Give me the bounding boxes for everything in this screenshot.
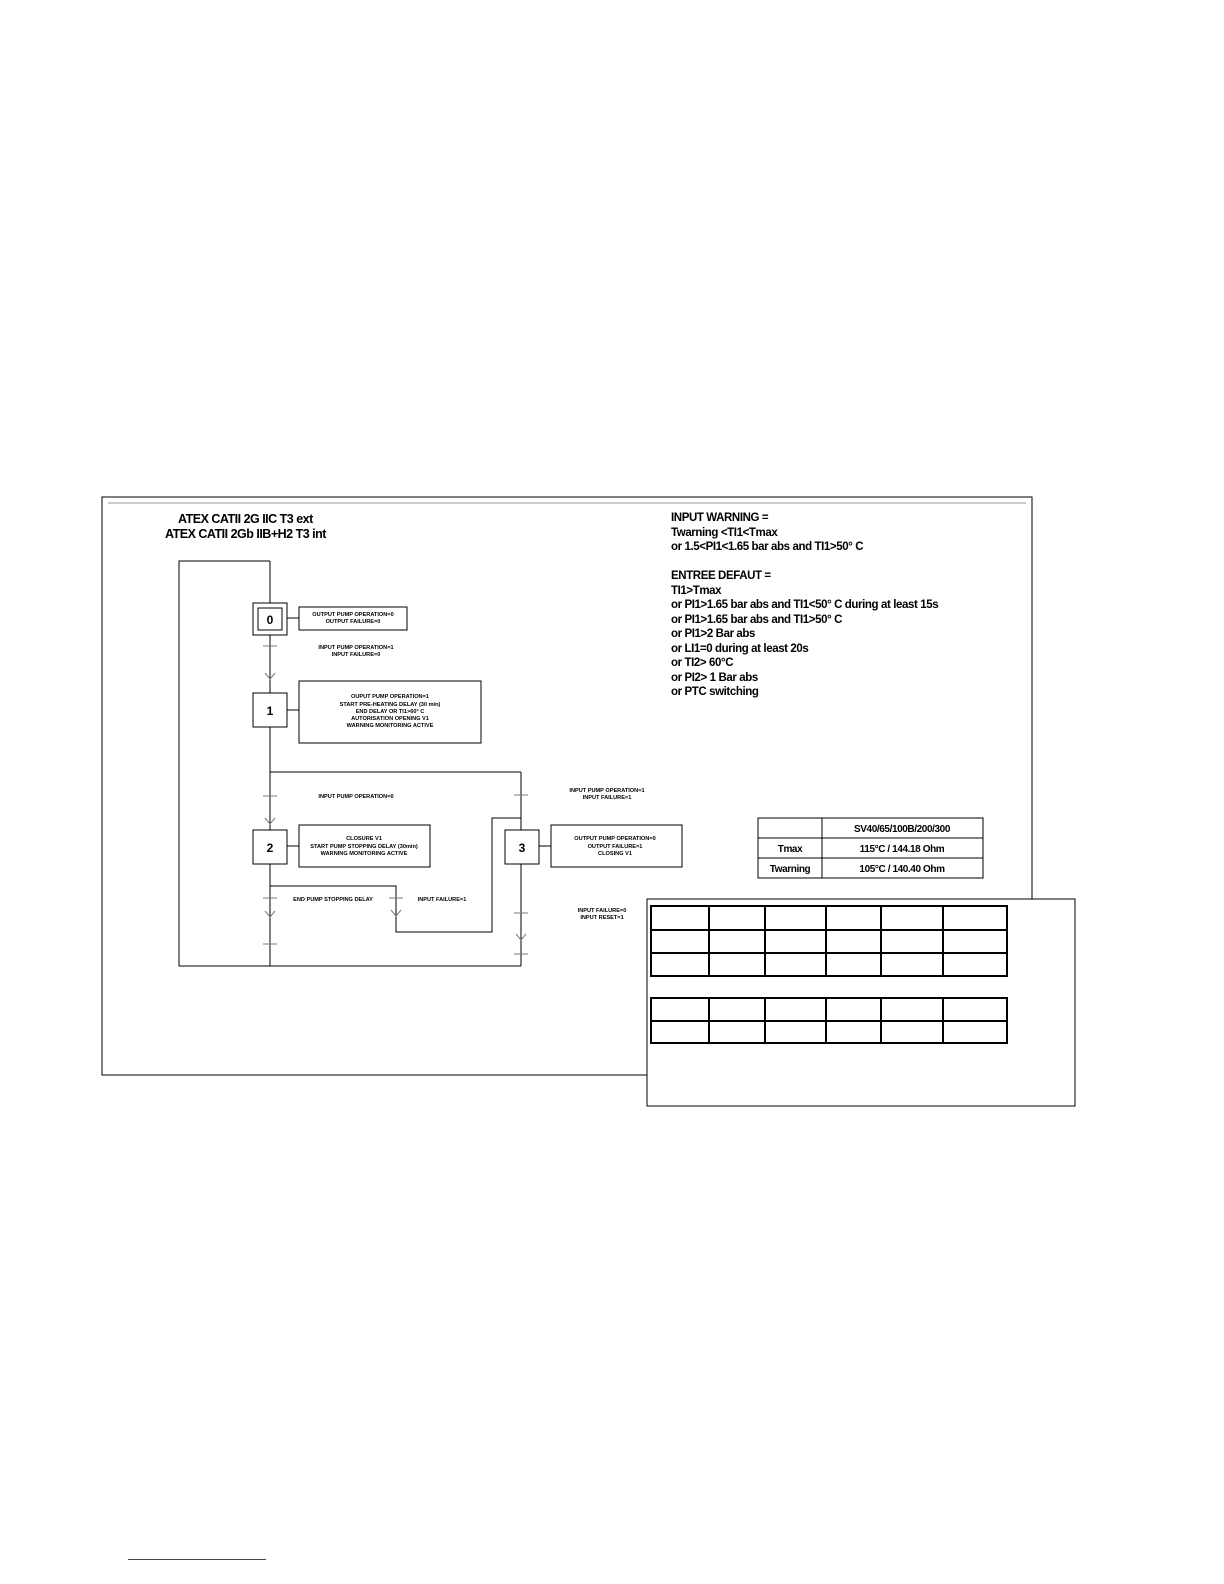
step-3	[505, 825, 682, 867]
step-3-action-1: OUTPUT PUMP OPERATION=0	[574, 836, 656, 842]
diagram-title-line-1: ATEX CATII 2G IIC T3 ext	[178, 512, 313, 526]
entree-defaut-line-7: or PI2> 1 Bar abs	[671, 672, 758, 684]
diagram-title-line-2: ATEX CATII 2Gb IIB+H2 T3 int	[165, 527, 326, 541]
step-0	[253, 603, 407, 635]
input-warning-line-1: Twarning <TI1<Tmax	[671, 527, 778, 539]
footer-rule	[128, 1559, 266, 1560]
step-0-number: 0	[266, 613, 274, 627]
transition-t13-label-2: INPUT FAILURE=1	[582, 795, 632, 801]
empty-grid-panel	[647, 899, 1075, 1106]
entree-defaut-line-1: TI1>Tmax	[671, 585, 722, 597]
transition-t13-label-1: INPUT PUMP OPERATION=1	[569, 788, 645, 794]
input-warning-line-2: or 1.5<PI1<1.65 bar abs and TI1>50° C	[671, 541, 864, 553]
input-warning-heading: INPUT WARNING =	[671, 512, 769, 524]
transition-t23-label: INPUT FAILURE=1	[417, 897, 467, 903]
temp-table-tmax-value: 115°C / 144.18 Ohm	[859, 844, 945, 855]
step-0-action-2: OUTPUT FAILURE=0	[325, 619, 381, 625]
temp-table-twarning-value: 105°C / 140.40 Ohm	[859, 864, 945, 875]
entree-defaut-line-5: or LI1=0 during at least 20s	[671, 643, 809, 655]
transition-t30-label-2: INPUT RESET=1	[580, 915, 624, 921]
transition-t12-label: INPUT PUMP OPERATION=0	[318, 794, 394, 800]
entree-defaut-heading: ENTREE DEFAUT =	[671, 570, 771, 582]
step-2	[253, 825, 430, 867]
entree-defaut-line-3: or PI1>1.65 bar abs and TI1>50° C	[671, 614, 843, 626]
step-0-action-1: OUTPUT PUMP OPERATION=0	[312, 612, 394, 618]
temperature-table	[758, 818, 983, 878]
transition-t20-label: END PUMP STOPPING DELAY	[293, 897, 373, 903]
temp-table-twarning-label: Twarning	[769, 864, 811, 875]
entree-defaut-line-2: or PI1>1.65 bar abs and TI1<50° C during at least 15s	[671, 599, 939, 611]
entree-defaut-line-8: or PTC switching	[671, 686, 759, 698]
step-1-action-5: WARNING MONITORING ACTIVE	[346, 723, 434, 729]
temp-table-header: SV40/65/100B/200/300	[854, 824, 950, 835]
step-3-action-2: OUTPUT FAILURE=1	[587, 844, 643, 850]
transition-t30-label-1: INPUT FAILURE=0	[577, 908, 627, 914]
step-1-action-3: END DELAY OR TI1>60° C	[355, 709, 425, 715]
transition-t01-label-2: INPUT FAILURE=0	[331, 652, 381, 658]
step-1-action-4: AUTORISATION OPENING V1	[351, 716, 429, 722]
step-1-action-1: OUPUT PUMP OPERATION=1	[351, 694, 429, 700]
step-3-action-3: CLOSING V1	[598, 851, 632, 857]
step-2-action-2: START PUMP STOPPING DELAY (30min)	[310, 844, 418, 850]
step-3-number: 3	[518, 841, 526, 855]
temp-table-tmax-label: Tmax	[777, 844, 803, 855]
entree-defaut-line-6: or TI2> 60°C	[671, 657, 734, 669]
entree-defaut-line-4: or PI1>2 Bar abs	[671, 628, 756, 640]
step-1-number: 1	[266, 704, 274, 718]
step-2-number: 2	[266, 841, 274, 855]
transition-t01-label-1: INPUT PUMP OPERATION=1	[318, 645, 394, 651]
step-2-action-3: WARNING MONITORING ACTIVE	[320, 851, 408, 857]
step-2-action-1: CLOSURE V1	[346, 836, 382, 842]
step-1-action-2: START PRE-HEATING DELAY (30 min)	[339, 702, 441, 708]
